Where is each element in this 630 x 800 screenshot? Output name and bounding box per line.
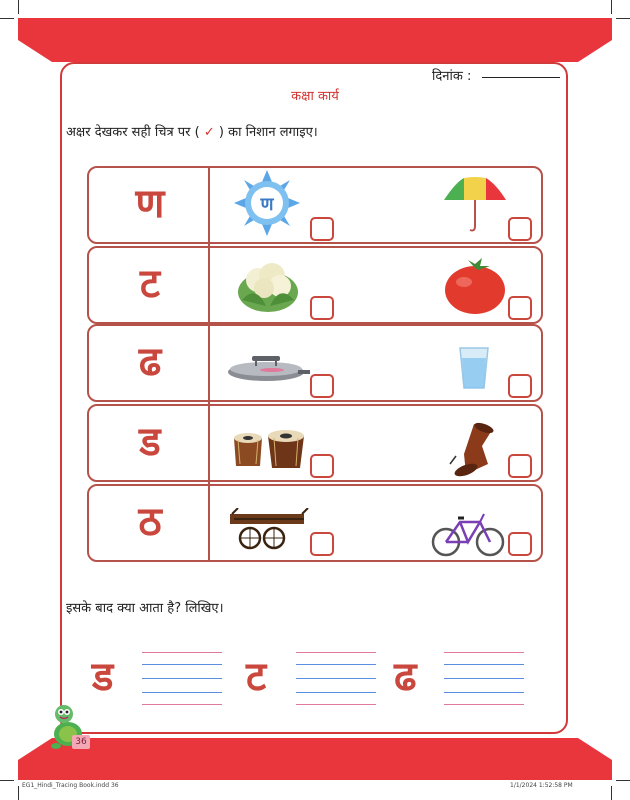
- tabla-icon: [230, 424, 308, 474]
- row-letter: ट: [139, 261, 161, 307]
- tick-icon: ✓: [203, 125, 215, 140]
- checkbox-right-5[interactable]: [508, 532, 532, 556]
- row-letter: ढ: [138, 339, 162, 385]
- date-input-line[interactable]: [482, 77, 560, 78]
- cart-icon: [228, 508, 310, 550]
- checkbox-left-5[interactable]: [310, 532, 334, 556]
- crop-mark: [0, 780, 14, 781]
- sun-letter: ण: [260, 194, 274, 215]
- checkbox-left-3[interactable]: [310, 374, 334, 398]
- row-letter: ठ: [138, 499, 162, 545]
- tomato-icon: [442, 254, 508, 316]
- row-letter: ण: [135, 181, 165, 227]
- lid-icon: [226, 350, 310, 386]
- footer-timestamp: 1/1/2024 1:52:58 PM: [510, 782, 573, 789]
- damru-icon: [446, 420, 504, 478]
- instruction-1-text-end: ) का निशान लगाइए।: [218, 125, 318, 140]
- page-number: 36: [72, 735, 90, 749]
- instruction-1-text: अक्षर देखकर सही चित्र पर (: [66, 125, 200, 140]
- checkbox-right-3[interactable]: [508, 374, 532, 398]
- column-divider: [208, 166, 210, 562]
- bicycle-icon: [430, 510, 506, 558]
- checkbox-right-4[interactable]: [508, 454, 532, 478]
- crop-mark: [18, 786, 19, 800]
- write-letter-2: ट: [246, 654, 267, 700]
- checkbox-left-2[interactable]: [310, 296, 334, 320]
- checkbox-left-1[interactable]: [310, 217, 334, 241]
- date-label: दिनांक :: [432, 69, 472, 84]
- sun-with-letter-icon: [234, 170, 300, 236]
- crop-mark: [18, 0, 19, 14]
- glass-icon: [456, 346, 492, 390]
- cauliflower-icon: [236, 254, 300, 314]
- crop-mark: [0, 18, 14, 19]
- checkbox-left-4[interactable]: [310, 454, 334, 478]
- write-letter-1: ड: [92, 654, 114, 700]
- instruction-2: इसके बाद क्या आता है? लिखिए।: [66, 601, 224, 616]
- top-band: [18, 18, 612, 64]
- row-letter: ड: [139, 419, 161, 465]
- instruction-1: [66, 122, 318, 140]
- crop-mark: [616, 780, 630, 781]
- page-title: कक्षा कार्य: [291, 89, 339, 104]
- write-letter-3: ढ: [394, 654, 417, 700]
- crop-mark: [611, 786, 612, 800]
- footer-file-name: EG1_Hindi_Tracing Book.indd 36: [22, 782, 119, 789]
- bottom-band: [18, 738, 612, 782]
- crop-mark: [611, 0, 612, 14]
- checkbox-right-1[interactable]: [508, 217, 532, 241]
- umbrella-icon: [442, 176, 508, 232]
- crop-mark: [616, 18, 630, 19]
- checkbox-right-2[interactable]: [508, 296, 532, 320]
